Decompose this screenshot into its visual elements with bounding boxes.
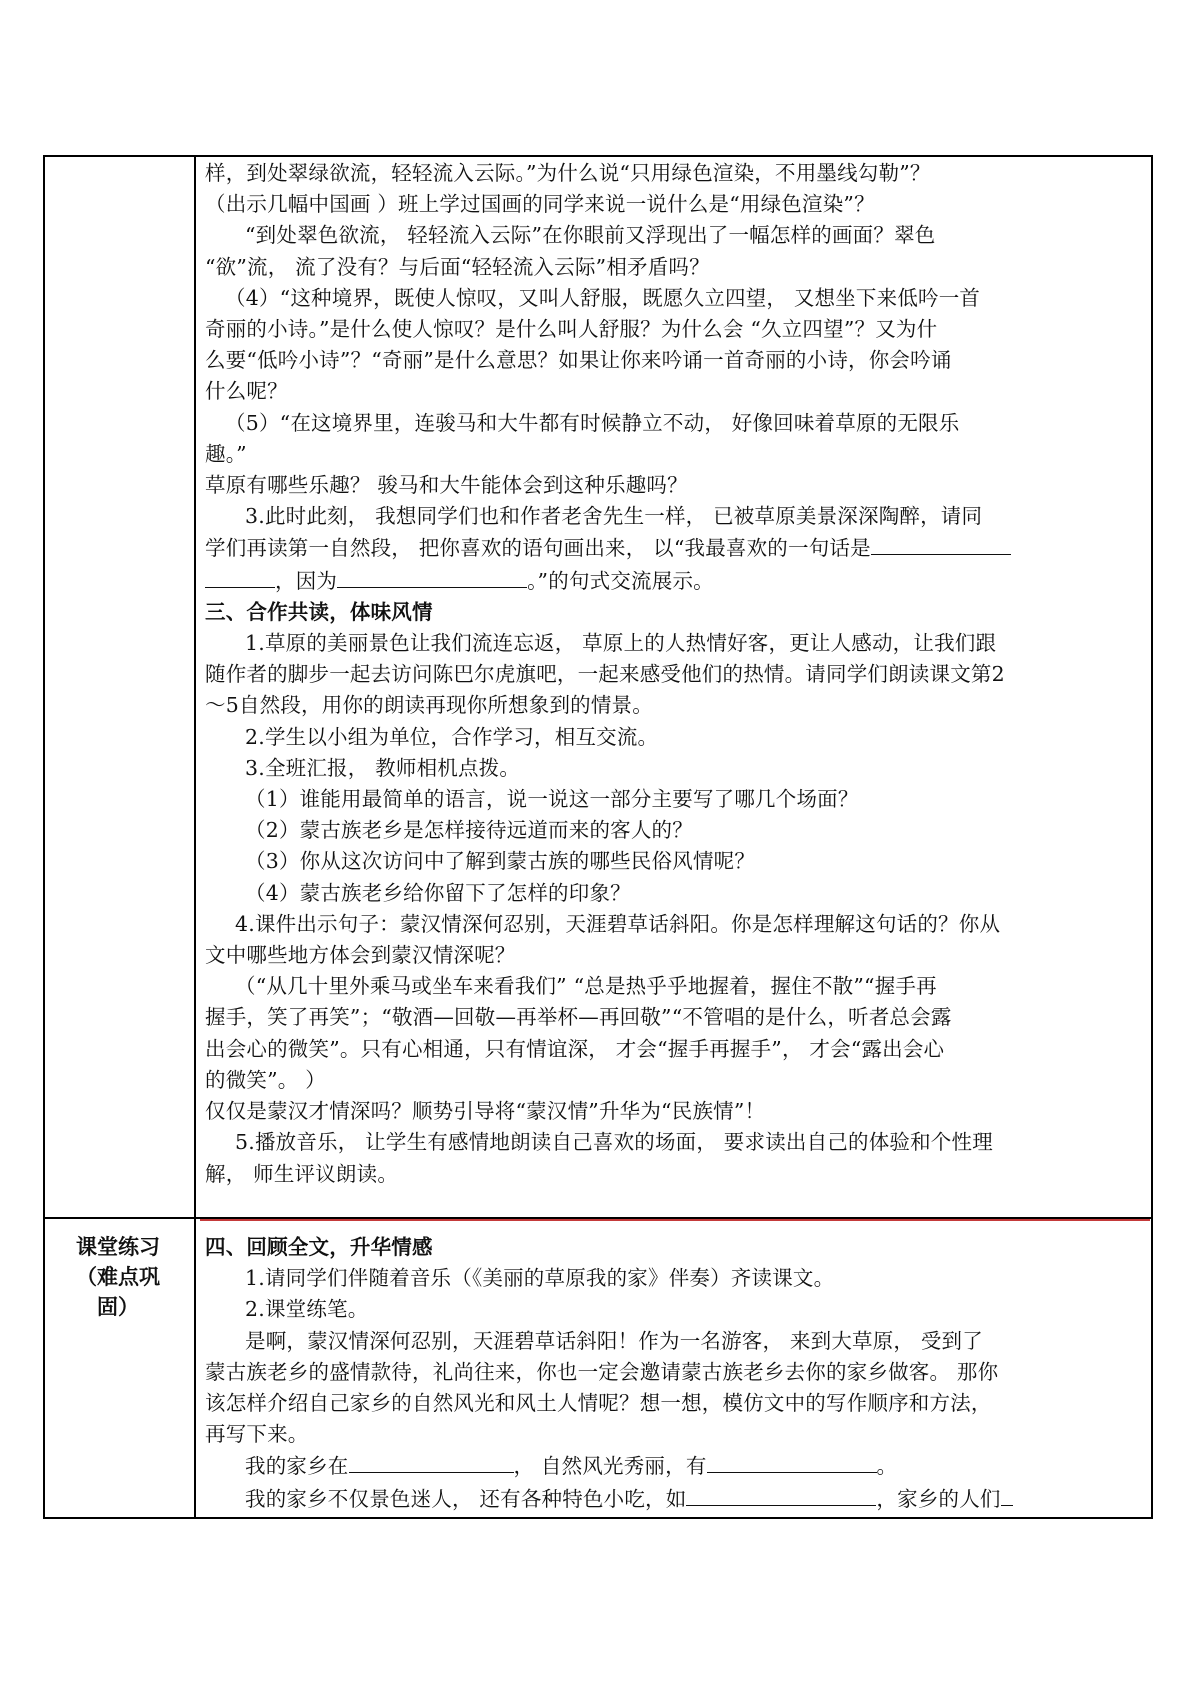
fill-blank[interactable] [686, 1483, 876, 1506]
section-heading: 三、合作共读，体味风情 [205, 599, 433, 624]
text-line: 3.全班汇报， 教师相机点拨。 [245, 755, 521, 780]
text-line: 仅仅是蒙汉才情深吗？顺势引导将“蒙汉情”升华为“民族情”！ [205, 1099, 766, 1124]
row2-label [48, 1232, 188, 1322]
text-line: “到处翠色欲流， 轻轻流入云际”在你眼前又浮现出了一幅怎样的画面？翠色 [245, 223, 936, 248]
text-line: 蒙古族老乡的盛情款待，礼尚往来，你也一定会邀请蒙古族老乡去你的家乡做客。 那你 [205, 1359, 999, 1384]
text-line: ～5自然段，用你的朗读再现你所想象到的情景。 [205, 693, 653, 718]
table-border-left [43, 155, 45, 1519]
fill-line [205, 1483, 1137, 1515]
text-line: 2.学生以小组为单位，合作学习，相互交流。 [245, 724, 659, 749]
text-line: 4.课件出示句子：蒙汉情深何忍别，天涯碧草话斜阳。你是怎样理解这句话的？你从 [235, 911, 1001, 936]
fill-line [205, 1450, 1137, 1482]
table-border-bottom [43, 1517, 1153, 1519]
text-line: 草原有哪些乐趣？ 骏马和大牛能体会到这种乐趣吗？ [205, 473, 688, 498]
text-fragment: 。”的句式交流展示。 [527, 568, 714, 593]
text-line: 该怎样介绍自己家乡的自然风光和风土人情呢？想一想，模仿文中的写作顺序和方法， [205, 1391, 992, 1416]
text-line: （“从几十里外乘马或坐车来看我们” “总是热乎乎地握着，握住不散”“握手再 [235, 974, 937, 999]
row-highlight-line [200, 1219, 1150, 1221]
text-line: 奇丽的小诗。”是什么使人惊叹？是什么叫人舒服？为什么会 “久立四望”？又为什 [205, 317, 938, 342]
text-line: 1.请同学们伴随着音乐（《美丽的草原我的家》伴奏）齐读课文。 [245, 1266, 835, 1291]
text-line: （出示几幅中国画 ）班上学过国画的同学来说一说什么是“用绿色渲染”？ [205, 192, 875, 217]
fill-blank[interactable] [349, 1450, 514, 1473]
text-fragment: ，家乡的人们 [876, 1486, 1001, 1511]
text-line [205, 532, 1137, 564]
text-line: 么要“低吟小诗”？“奇丽”是什么意思？如果让你来吟诵一首奇丽的小诗，你会吟诵 [205, 348, 952, 373]
table-column-divider [194, 155, 196, 1519]
fill-blank[interactable] [871, 532, 1011, 555]
fill-blank[interactable] [205, 565, 275, 588]
label-line: 固） [97, 1294, 139, 1319]
text-line: 样，到处翠绿欲流，轻轻流入云际。”为什么说“只用绿色渲染，不用墨线勾勒”？ [205, 161, 931, 185]
fill-blank[interactable] [707, 1450, 877, 1473]
text-line: 握手，笑了再笑”；“敬酒—回敬—再举杯—再回敬”“不管唱的是什么，听者总会露 [205, 1005, 952, 1030]
text-line: “欲”流， 流了没有？与后面“轻轻流入云际”相矛盾吗？ [205, 254, 710, 279]
text-line: （1）谁能用最简单的语言，说一说这一部分主要写了哪几个场面？ [245, 787, 859, 812]
table-border-top [43, 155, 1153, 157]
text-line: 再写下来。 [205, 1422, 309, 1447]
section-heading: 四、回顾全文，升华情感 [205, 1235, 433, 1259]
text-fragment: 。 [876, 1454, 898, 1479]
text-fragment: 我的家乡在 [245, 1454, 349, 1479]
text-line: 3.此时此刻， 我想同学们也和作者老舍先生一样， 已被草原美景深深陶醉，请同 [245, 504, 983, 529]
text-line: （2）蒙古族老乡是怎样接待远道而来的客人的？ [245, 818, 693, 843]
text-line: 解， 师生评议朗读。 [205, 1161, 399, 1186]
text-fragment: 学们再读第一自然段， 把你喜欢的语句画出来， 以“我最喜欢的一句话是 [205, 536, 871, 561]
text-line: 2.课堂练笔。 [245, 1297, 369, 1322]
label-line: （难点巩 [76, 1264, 160, 1289]
text-line: 是啊，蒙汉情深何忍别，天涯碧草话斜阳！作为一名游客， 来到大草原， 受到了 [245, 1328, 983, 1353]
text-line: 文中哪些地方体会到蒙汉情深呢？ [205, 943, 516, 968]
text-line: 的微笑”。 ） [205, 1067, 326, 1092]
row1-content [205, 158, 1137, 1190]
text-fragment: ，因为 [275, 568, 338, 593]
text-line: 什么呢？ [205, 379, 288, 404]
text-line: （4）“这种境界，既使人惊叹，又叫人舒服，既愿久立四望， 又想坐下来低吟一首 [225, 285, 981, 310]
text-fragment: ， 自然风光秀丽，有 [513, 1454, 707, 1479]
fill-blank[interactable] [337, 565, 527, 588]
text-line: 随作者的脚步一起去访问陈巴尔虎旗吧，一起来感受他们的热情。请同学们朗读课文第2 [205, 662, 1005, 687]
text-line: 出会心的微笑”。只有心相通，只有情谊深， 才会“握手再握手”， 才会“露出会心 [205, 1036, 945, 1061]
label-line: 课堂练习 [76, 1234, 160, 1259]
text-line: 1.草原的美丽景色让我们流连忘返， 草原上的人热情好客，更让人感动，让我们跟 [245, 631, 997, 656]
text-line: （4）蒙古族老乡给你留下了怎样的印象？ [245, 880, 631, 905]
text-line: （3）你从这次访问中了解到蒙古族的哪些民俗风情呢？ [245, 849, 756, 874]
text-line: 趣。” [205, 441, 247, 466]
row2-content [205, 1232, 1137, 1515]
text-fragment: 我的家乡不仅景色迷人， 还有各种特色小吃，如 [245, 1486, 687, 1511]
text-line: （5）“在这境界里，连骏马和大牛都有时候静立不动， 好像回味着草原的无限乐 [225, 410, 960, 435]
text-line: 5.播放音乐， 让学生有感情地朗读自己喜欢的场面， 要求读出自己的体验和个性理 [235, 1130, 993, 1155]
fill-blank[interactable] [1001, 1483, 1013, 1506]
table-border-right [1151, 155, 1153, 1519]
text-line [205, 565, 1137, 597]
